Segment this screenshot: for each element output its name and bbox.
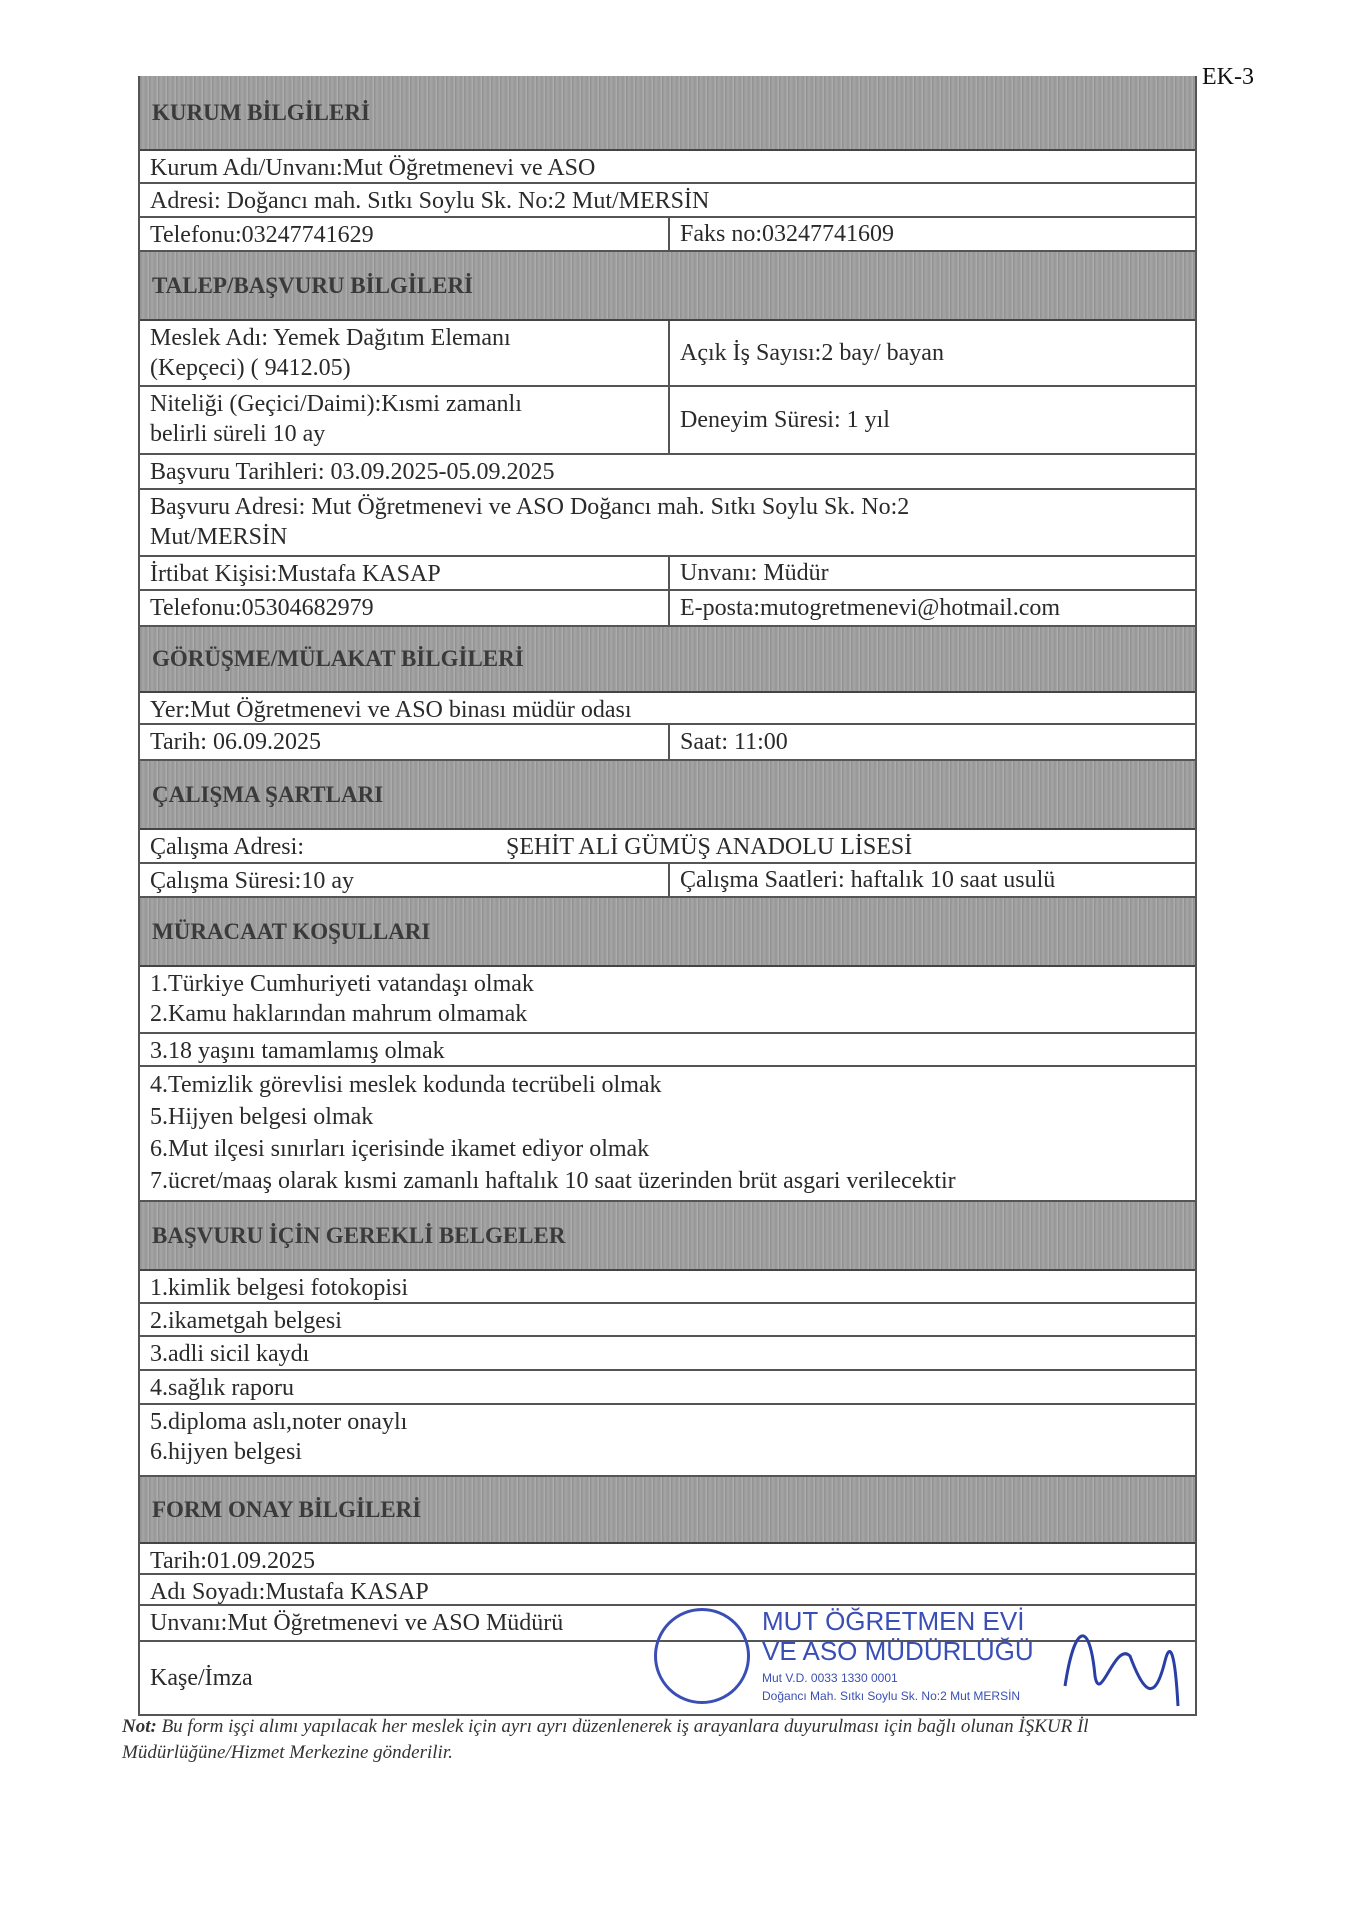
onay-tarih: Tarih:01.09.2025: [150, 1548, 315, 1574]
section-header-kurum: KURUM BİLGİLERİ: [140, 76, 1195, 151]
muracaat-item: 7.ücret/maaş olarak kısmi zamanlı haftalık 10 saat üzerinden brüt asgari verilecektir: [150, 1168, 956, 1194]
calisma-adresi-value: ŞEHİT ALİ GÜMÜŞ ANADOLU LİSESİ: [506, 834, 913, 860]
irtibat-kisisi: İrtibat Kişisi:Mustafa KASAP: [140, 557, 670, 589]
section-header-calisma: ÇALIŞMA ŞARTLARI: [140, 761, 1195, 830]
section-header-belgeler: BAŞVURU İÇİN GEREKLİ BELGELER: [140, 1202, 1195, 1271]
irtibat-eposta: E-posta:mutogretmenevi@hotmail.com: [680, 595, 1061, 621]
muracaat-item: 1.Türkiye Cumhuriyeti vatandaşı olmak: [150, 971, 534, 997]
calisma-adresi-label: Çalışma Adresi:: [150, 834, 304, 860]
irtibat-telefon: Telefonu:05304682979: [140, 591, 670, 625]
belge-item: 5.diploma aslı,noter onaylı: [150, 1409, 408, 1435]
onay-adi-soyadi: Adı Soyadı:Mustafa KASAP: [150, 1579, 429, 1605]
nitelik-line-1: Niteliği (Geçici/Daimi):Kısmi zamanlı: [150, 391, 522, 417]
basvuru-tarihleri: Başvuru Tarihleri: 03.09.2025-05.09.2025: [150, 459, 555, 485]
note-text: Bu form işçi alımı yapılacak her meslek için ayrı ayrı düzenlenerek iş arayanlara duyurulması için bağlı olunan İŞKUR İl Müdürlüğüne/Hizmet Merkezine gönderilir.: [122, 1716, 1089, 1763]
belge-item: 4.sağlık raporu: [150, 1375, 294, 1401]
document-label: EK-3: [1202, 64, 1254, 90]
meslek-line-2: (Kepçeci) ( 9412.05): [150, 355, 351, 381]
acik-is-sayisi: Açık İş Sayısı:2 bay/ bayan: [680, 340, 944, 366]
nitelik-line-2: belirli süreli 10 ay: [150, 421, 326, 447]
section-header-onay: FORM ONAY BİLGİLERİ: [140, 1475, 1195, 1544]
stamp-line-4: Doğancı Mah. Sıtkı Soylu Sk. No:2 Mut MERSİN: [762, 1689, 1021, 1703]
calisma-suresi: Çalışma Süresi:10 ay: [140, 864, 670, 896]
deneyim-suresi: Deneyim Süresi: 1 yıl: [680, 407, 890, 433]
kurum-name: Kurum Adı/Unvanı:Mut Öğretmenevi ve ASO: [150, 155, 596, 181]
basvuru-adresi: [140, 490, 1195, 555]
irtibat-unvan: Unvanı: Müdür: [680, 560, 829, 586]
muracaat-item: 3.18 yaşını tamamlamış olmak: [150, 1038, 445, 1064]
belge-item: 3.adli sicil kaydı: [150, 1341, 310, 1367]
onay-unvan: Unvanı:Mut Öğretmenevi ve ASO Müdürü: [150, 1610, 564, 1636]
stamp-line-2: VE ASO MÜDÜRLÜĞÜ: [762, 1636, 1034, 1666]
meslek-adi: [140, 321, 670, 385]
gorusme-saat: Saat: 11:00: [680, 729, 788, 755]
niteligi: [140, 387, 670, 453]
stamp-line-3: Mut V.D. 0033 1330 0001: [762, 1671, 898, 1685]
belge-item: 2.ikametgah belgesi: [150, 1308, 342, 1334]
adres-line-1: Başvuru Adresi: Mut Öğretmenevi ve ASO Doğancı mah. Sıtkı Soylu Sk. No:2: [150, 494, 910, 520]
kurum-address: Adresi: Doğancı mah. Sıtkı Soylu Sk. No:2 Mut/MERSİN: [150, 188, 710, 214]
note-label: Not:: [122, 1716, 157, 1737]
calisma-saatleri: Çalışma Saatleri: haftalık 10 saat usulü: [680, 867, 1056, 893]
footnote: [122, 1714, 1202, 1766]
belge-item: 6.hijyen belgesi: [150, 1439, 302, 1465]
muracaat-item: 5.Hijyen belgesi olmak: [150, 1104, 374, 1130]
job-posting-form: [138, 76, 1197, 1716]
muracaat-item: 4.Temizlik görevlisi meslek kodunda tecrübeli olmak: [150, 1072, 662, 1098]
meslek-line-1: Meslek Adı: Yemek Dağıtım Elemanı: [150, 325, 511, 351]
belge-item: 1.kimlik belgesi fotokopisi: [150, 1275, 408, 1301]
kurum-fax: Faks no:03247741609: [680, 221, 895, 247]
section-header-gorusme: GÖRÜŞME/MÜLAKAT BİLGİLERİ: [140, 627, 1195, 693]
muracaat-item: 6.Mut ilçesi sınırları içerisinde ikamet ediyor olmak: [150, 1136, 650, 1162]
gorusme-tarih: Tarih: 06.09.2025: [140, 725, 670, 759]
muracaat-item: 2.Kamu haklarından mahrum olmamak: [150, 1001, 528, 1027]
section-header-muracaat: MÜRACAAT KOŞULLARI: [140, 898, 1195, 967]
section-header-talep: TALEP/BAŞVURU BİLGİLERİ: [140, 252, 1195, 321]
gorusme-yer: Yer:Mut Öğretmenevi ve ASO binası müdür odası: [150, 697, 632, 723]
onay-kase-imza: Kaşe/İmza: [150, 1665, 253, 1691]
kurum-phone: Telefonu:03247741629: [140, 218, 670, 250]
adres-line-2: Mut/MERSİN: [150, 524, 288, 550]
stamp-line-1: MUT ÖĞRETMEN EVİ: [762, 1606, 1025, 1636]
